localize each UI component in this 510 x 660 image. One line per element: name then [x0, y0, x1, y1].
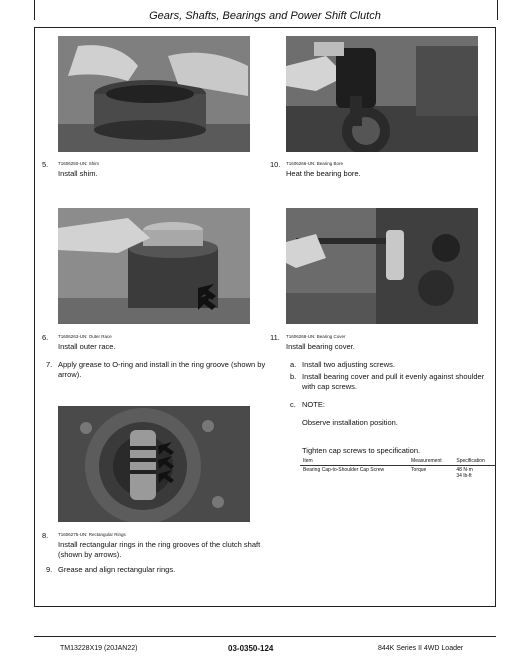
note-text: Observe installation position.	[302, 418, 398, 427]
photo-bearing-cover	[286, 208, 478, 324]
figure-5-caption: Install shim.	[58, 169, 98, 178]
figure-10-caption: Heat the bearing bore.	[286, 169, 361, 178]
footer-rule	[34, 636, 496, 637]
figure-6-caption: Install outer race.	[58, 342, 116, 351]
step-9-text: Grease and align rectangular rings.	[58, 565, 176, 574]
footer-model: 844K Series II 4WD Loader	[378, 645, 464, 652]
step-7-text: Apply grease to O-ring and install in the ring groove (shown by arrow).	[58, 360, 266, 379]
spec-value	[453, 466, 496, 481]
spec-value-imperial: 34 lb-ft	[456, 473, 472, 479]
footer-page-number: 03-0350-124	[228, 644, 274, 653]
figure-8-code: T1606275-UN: Rectangular Rings	[58, 532, 126, 537]
substep-c-letter: c.	[290, 400, 296, 409]
footer-doc-id: TM13228X19 (20JAN22)	[60, 645, 138, 652]
spec-item: Bearing Cap-to-Shoulder Cap Screw	[303, 467, 385, 473]
note-label: NOTE:	[302, 400, 325, 409]
figure-8-caption: Install rectangular rings in the ring grooves of the clutch shaft (shown by arrows).	[58, 540, 261, 559]
spec-header-specification: Specification	[453, 457, 496, 466]
spec-header-measurement: Measurement	[408, 457, 453, 466]
figure-5-code: T1606250-UN: Shim	[58, 161, 100, 166]
figure-8-number: 8.	[42, 531, 49, 540]
page-header-title: Gears, Shafts, Bearings and Power Shift Clutch	[149, 10, 381, 22]
substep-a-text: Install two adjusting screws.	[302, 360, 395, 369]
figure-6-number: 6.	[42, 333, 49, 342]
substep-a-letter: a.	[290, 360, 297, 369]
step-7-number: 7.	[46, 360, 53, 369]
figure-5-number: 5.	[42, 160, 49, 169]
photo-shim	[58, 36, 250, 152]
spec-header-item: Item	[300, 457, 408, 466]
figure-11-code: T1606268-UN: Bearing Cover	[286, 334, 346, 339]
substep-b-letter: b.	[290, 372, 297, 381]
spec-intro: Tighten cap screws to specification.	[302, 446, 421, 455]
figure-11-number: 11.	[270, 333, 280, 342]
spec-measurement: Torque	[411, 467, 427, 473]
figure-10-number: 10.	[270, 160, 281, 169]
spec-table	[300, 457, 496, 480]
figure-6-code: T1606263-UN: Outer Race	[58, 334, 112, 339]
photo-outer-race	[58, 208, 250, 324]
photo-rectangular-rings	[58, 406, 250, 522]
substep-b-text: Install bearing cover and pull it evenly against shoulder with cap screws.	[302, 372, 485, 391]
photo-bearing-bore	[286, 36, 478, 152]
figure-10-code: T1606266-UN: Bearing Bore	[286, 161, 344, 166]
figure-11-caption: Install bearing cover.	[286, 342, 355, 351]
spec-value-metric: 48 N·m	[456, 467, 473, 473]
step-9-number: 9.	[46, 565, 53, 574]
